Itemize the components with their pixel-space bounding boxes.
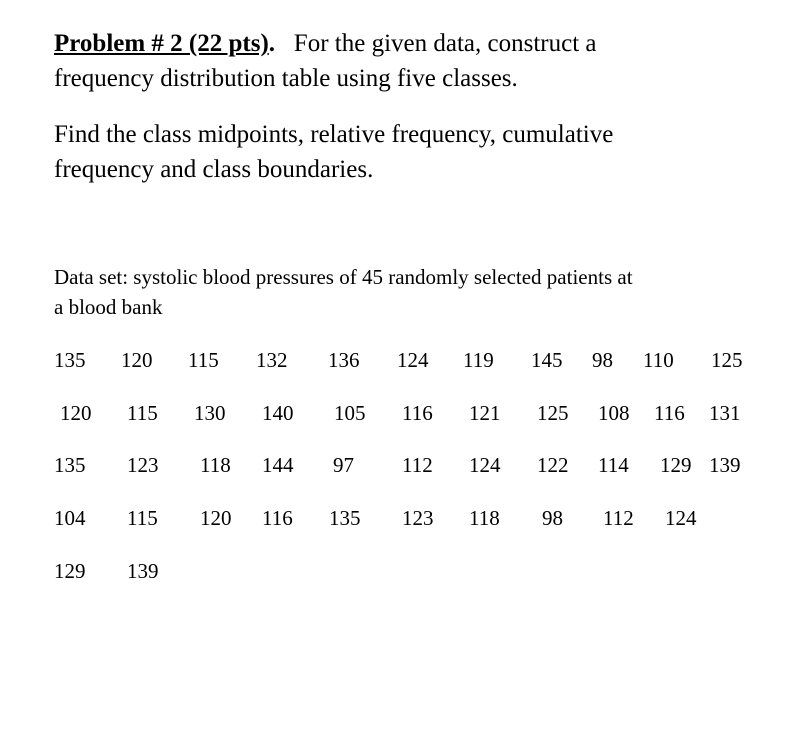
data-value: 98 (542, 506, 563, 530)
data-value: 108 (598, 401, 630, 425)
data-value: 132 (256, 348, 288, 372)
data-value: 139 (127, 559, 159, 583)
data-value: 135 (329, 506, 361, 530)
data-value: 98 (592, 348, 613, 372)
data-value: 97 (333, 453, 354, 477)
dataset-description (54, 262, 774, 322)
data-value: 115 (188, 348, 219, 372)
data-value: 145 (531, 348, 563, 372)
problem-prompt-line-1: For the given data, construct a (293, 30, 597, 57)
data-value: 125 (537, 401, 569, 425)
data-value: 116 (402, 401, 433, 425)
problem-statement (54, 26, 754, 96)
data-value: 129 (660, 453, 692, 477)
data-value: 115 (127, 401, 158, 425)
data-value: 135 (54, 453, 86, 477)
data-value: 118 (200, 453, 231, 477)
problem-prompt-line-2: frequency distribution table using five classes. (54, 65, 518, 92)
data-value: 104 (54, 506, 86, 530)
data-value: 123 (402, 506, 434, 530)
data-row-4 (0, 506, 790, 536)
instructions-line-1: Find the class midpoints, relative frequency, cumulative (54, 121, 614, 148)
data-value: 116 (654, 401, 685, 425)
data-value: 118 (469, 506, 500, 530)
data-value: 144 (262, 453, 294, 477)
instructions-line-2: frequency and class boundaries. (54, 156, 374, 183)
data-value: 116 (262, 506, 293, 530)
data-value: 136 (328, 348, 360, 372)
data-value: 125 (711, 348, 743, 372)
dataset-description-line-1: Data set: systolic blood pressures of 45 randomly selected patients at (54, 265, 633, 289)
data-value: 120 (200, 506, 232, 530)
data-value: 140 (262, 401, 294, 425)
data-value: 105 (334, 401, 366, 425)
problem-heading: Problem # 2 (22 pts) (54, 30, 269, 57)
data-value: 121 (469, 401, 501, 425)
data-value: 120 (60, 401, 92, 425)
data-value: 124 (665, 506, 697, 530)
data-value: 112 (603, 506, 634, 530)
instructions (54, 117, 754, 187)
data-value: 122 (537, 453, 569, 477)
data-row-5 (0, 559, 790, 589)
data-value: 123 (127, 453, 159, 477)
data-value: 139 (709, 453, 741, 477)
problem-heading-period: . (268, 30, 276, 57)
data-value: 130 (194, 401, 226, 425)
dataset-description-line-2: a blood bank (54, 295, 163, 319)
data-value: 110 (643, 348, 674, 372)
data-row-2 (0, 401, 790, 431)
data-value: 120 (121, 348, 153, 372)
data-value: 114 (598, 453, 629, 477)
data-value: 124 (397, 348, 429, 372)
data-value: 115 (127, 506, 158, 530)
data-value: 124 (469, 453, 501, 477)
data-value: 119 (463, 348, 494, 372)
data-value: 129 (54, 559, 86, 583)
problem-line-1 (54, 26, 754, 61)
data-value: 112 (402, 453, 433, 477)
data-row-3 (0, 453, 790, 483)
data-row-1 (0, 348, 790, 378)
data-value: 131 (709, 401, 741, 425)
data-value: 135 (54, 348, 86, 372)
